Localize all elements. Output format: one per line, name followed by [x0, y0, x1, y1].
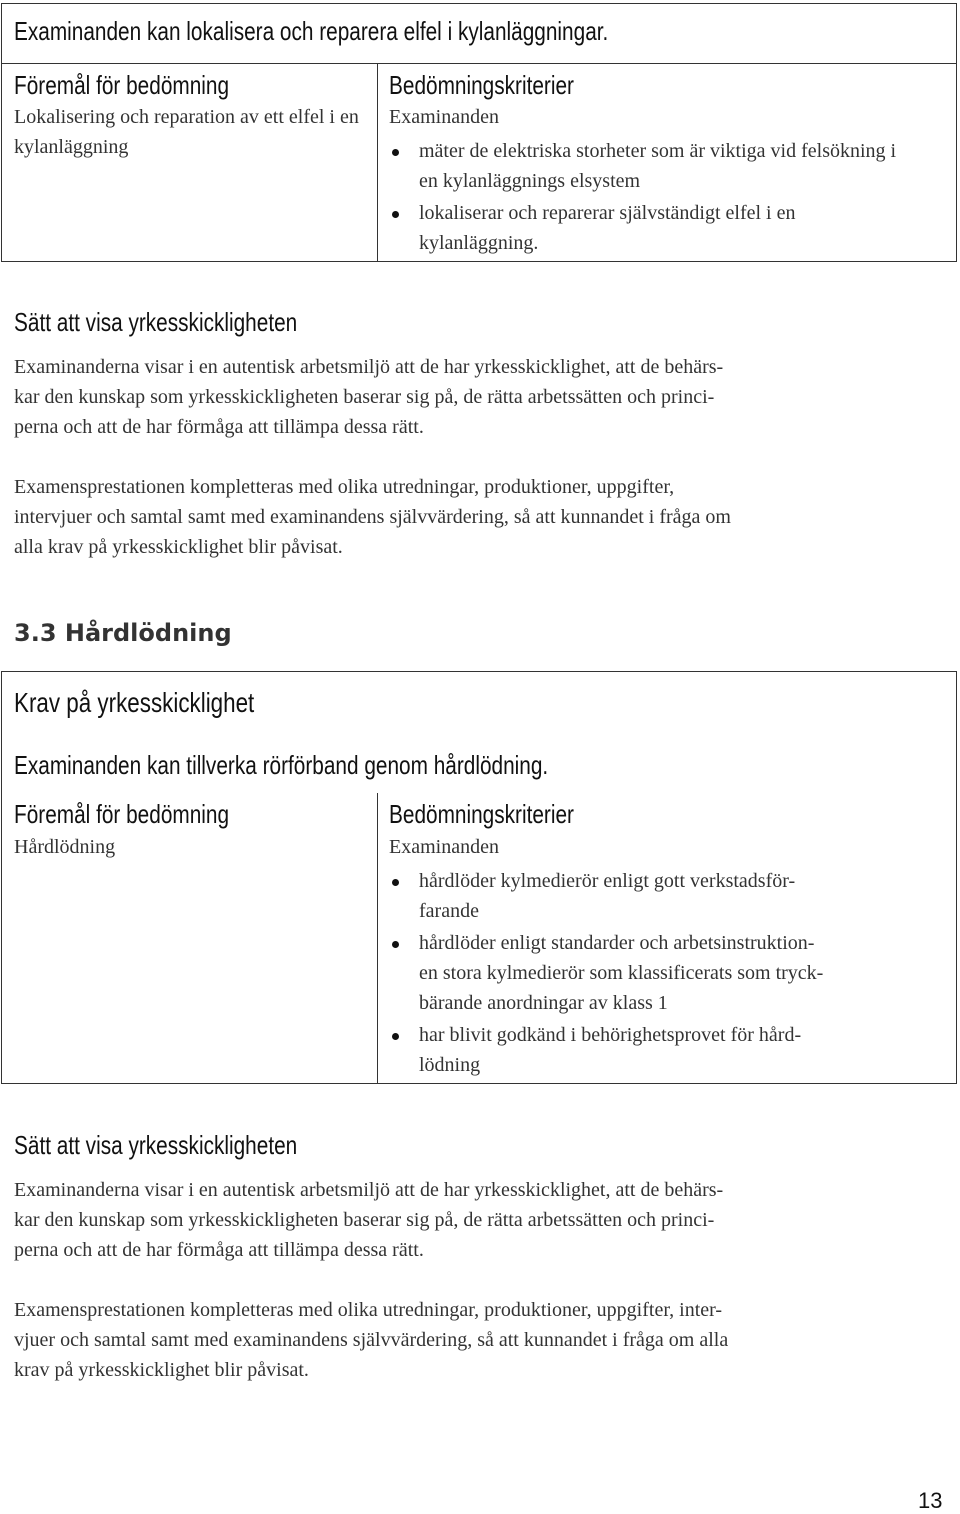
list-item: hårdlöder enligt standarder och arbetsinstruktion- en stora kylmedierör som klassificerats som tryck- bärande anordningar av klass 1: [389, 928, 939, 1018]
section-heading: Sätt att visa yrkesskickligheten: [14, 307, 298, 337]
section-paragraph: Examinanderna visar i en autentisk arbetsmiljö att de har yrkesskicklighet, att de behärs- kar den kunskap som yrkesskickligheten baserar sig på, de rätta arbetssätten och princi- perna och att de har förmåga att tillämpa dessa rätt.: [14, 1179, 724, 1261]
list-item: mäter de elektriska storheter som är viktiga vid felsökning i en kylanläggnings elsystem: [389, 136, 914, 196]
top-col2-header: Bedömningskriterier: [389, 70, 574, 100]
top-col1-header: Föremål för bedömning: [14, 70, 230, 100]
list-item: har blivit godkänd i behörighetsprovet för hård- lödning: [389, 1020, 939, 1080]
list-item: lokaliserar och reparerar självständigt elfel i en kylanläggning.: [389, 198, 914, 258]
bottom-criteria-list: [389, 866, 939, 1082]
top-table-title: Examinanden kan lokalisera och reparera elfel i kylanläggningar.: [14, 16, 609, 46]
section-paragraph: Examensprestationen kompletteras med olika utredningar, produktioner, uppgifter, intervjuer och samtal samt med examinandens självvärdering, så att kunnandet i fråga om alla krav på yrkesskicklighet blir påvisat.: [14, 476, 731, 558]
bottom-col2-header: Bedömningskriterier: [389, 799, 574, 829]
list-item: hårdlöder kylmedierör enligt gott verkstadsför- farande: [389, 866, 939, 926]
bottom-col1-header: Föremål för bedömning: [14, 799, 230, 829]
section-heading: Sätt att visa yrkesskickligheten: [14, 1130, 298, 1160]
chapter-heading: 3.3 Hårdlödning: [14, 619, 232, 647]
section-paragraph: Examinanderna visar i en autentisk arbetsmiljö att de har yrkesskicklighet, att de behärs- kar den kunskap som yrkesskickligheten baserar sig på, de rätta arbetssätten och princi- perna och att de har förmåga att tillämpa dessa rätt.: [14, 356, 724, 438]
section-paragraph: Examensprestationen kompletteras med olika utredningar, produktioner, uppgifter, inter- vjuer och samtal samt med examinandens självvärdering, så att kunnandet i fråga om alla krav på yrkesskicklighet blir påvisat.: [14, 1299, 729, 1381]
krav-heading: Krav på yrkesskicklighet: [14, 687, 255, 718]
top-col2-intro: Examinanden: [389, 106, 499, 128]
bottom-col2-intro: Examinanden: [389, 836, 499, 858]
bottom-table-column-divider: [377, 793, 378, 1084]
bottom-col1-text: Hårdlödning: [14, 836, 116, 858]
bottom-table-title: Examinanden kan tillverka rörförband genom hårdlödning.: [14, 750, 549, 780]
top-col1-text: Lokalisering och reparation av ett elfel i en kylanläggning: [14, 106, 359, 158]
page-number: 13: [918, 1488, 943, 1513]
top-table-column-divider: [377, 63, 378, 262]
top-criteria-list: [389, 136, 914, 260]
top-table-divider: [1, 63, 957, 64]
